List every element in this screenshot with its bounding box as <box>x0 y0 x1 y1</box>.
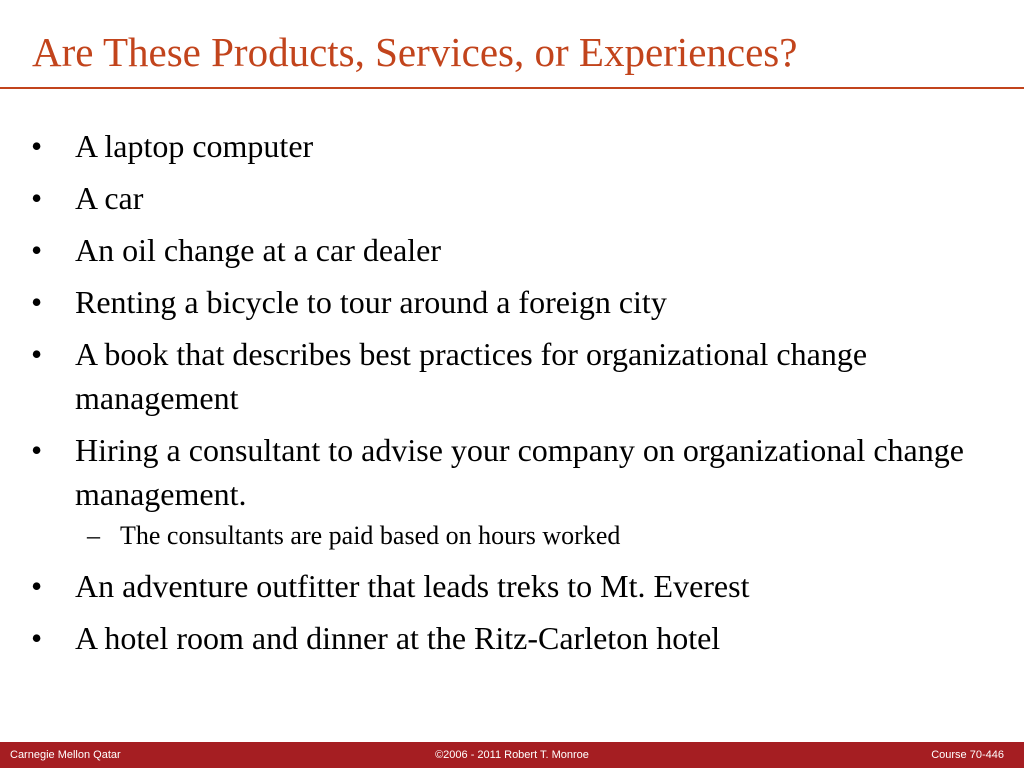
bullet-icon: • <box>31 620 43 656</box>
sub-bullet-item <box>0 518 1024 554</box>
bullet-item <box>0 228 1024 272</box>
bullet-item <box>0 332 1024 420</box>
bullet-text: A book that describes best practices for organizational change management <box>75 336 868 416</box>
bullet-item <box>0 616 1024 660</box>
sub-bullet-text: The consultants are paid based on hours worked <box>120 521 621 550</box>
bullet-icon: • <box>31 568 43 604</box>
bullet-text: An oil change at a car dealer <box>75 232 442 268</box>
bullet-icon: • <box>31 284 43 320</box>
footer-bar <box>0 742 1024 768</box>
bullet-text: An adventure outfitter that leads treks to Mt. Everest <box>75 568 750 604</box>
bullet-text: Renting a bicycle to tour around a foreign city <box>75 284 667 320</box>
bullet-item <box>0 176 1024 220</box>
bullet-text: A laptop computer <box>75 128 314 164</box>
bullet-icon: • <box>31 180 43 216</box>
slide-title: Are These Products, Services, or Experiences? <box>32 29 798 75</box>
dash-icon: – <box>87 521 100 550</box>
bullet-icon: • <box>31 232 43 268</box>
bullet-icon: • <box>31 128 43 164</box>
bullet-icon: • <box>31 336 43 372</box>
bullet-text: A hotel room and dinner at the Ritz-Carleton hotel <box>75 620 721 656</box>
bullet-text: Hiring a consultant to advise your company on organizational change management. <box>75 432 964 512</box>
bullet-icon: • <box>31 432 43 468</box>
footer-copyright: ©2006 - 2011 Robert T. Monroe <box>435 749 589 761</box>
bullet-list <box>0 124 1024 668</box>
footer-institution: Carnegie Mellon Qatar <box>10 749 121 761</box>
bullet-item <box>0 124 1024 168</box>
title-divider <box>0 87 1024 89</box>
footer-course: Course 70-446 <box>931 749 1004 761</box>
bullet-item <box>0 280 1024 324</box>
bullet-text: A car <box>75 180 144 216</box>
bullet-item <box>0 564 1024 608</box>
bullet-item <box>0 428 1024 516</box>
